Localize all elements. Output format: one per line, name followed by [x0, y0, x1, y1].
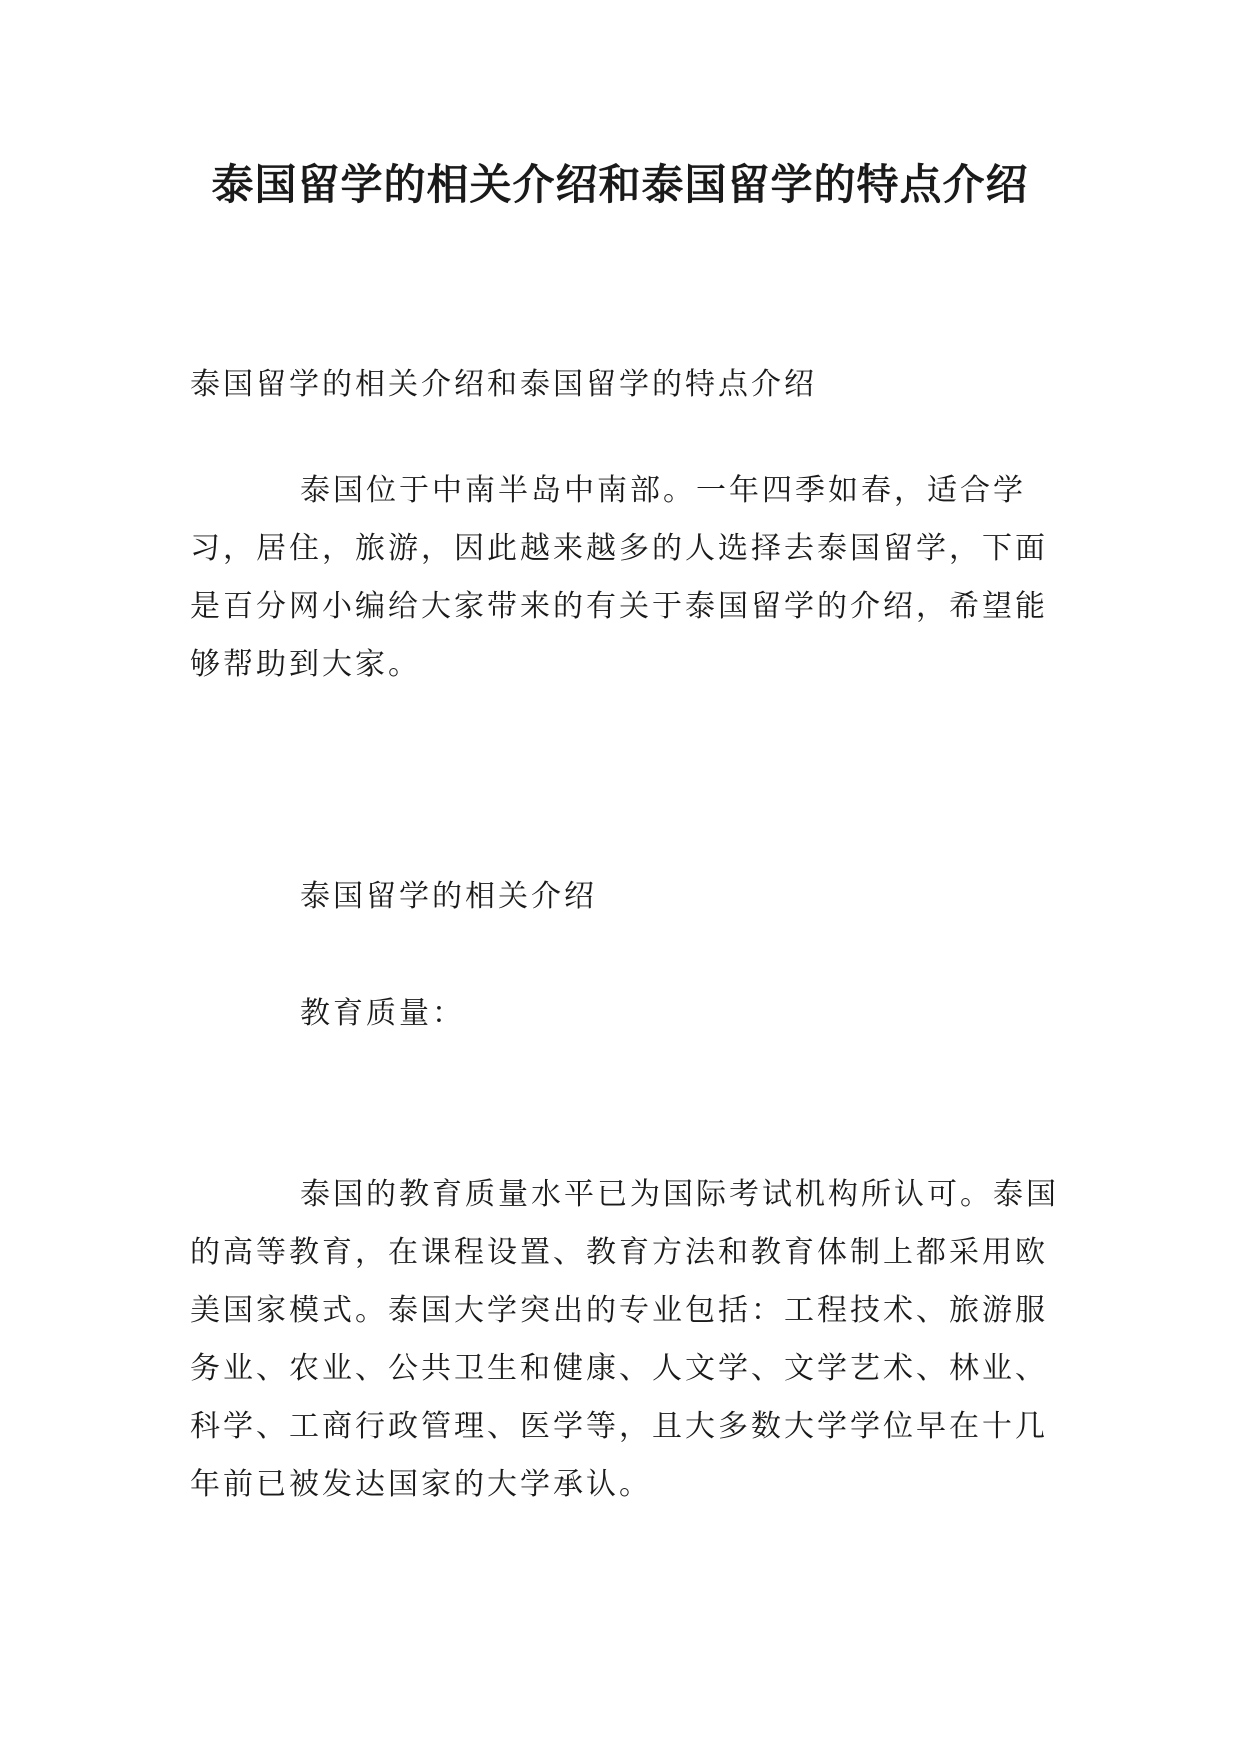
document-title: 泰国留学的相关介绍和泰国留学的特点介绍: [211, 160, 1029, 209]
education-quality-label: 教育质量：: [300, 996, 465, 1031]
intro-paragraph: 泰国位于中南半岛中南部。一年四季如春，适合学习，居住，旅游，因此越来越多的人选择去泰国留学，下面是百分网小编给大家带来的有关于泰国留学的介绍，希望能够帮助到大家。: [190, 473, 1048, 682]
education-quality-paragraph: 泰国的教育质量水平已为国际考试机构所认可。泰国的高等教育，在课程设置、教育方法和教育体制上都采用欧美国家模式。泰国大学突出的专业包括：工程技术、旅游服务业、农业、公共卫生和健康、人文学、文学艺术、林业、科学、工商行政管理、医学等，且大多数大学学位早在十几年前已被发达国家的大学承认。: [190, 1177, 1059, 1502]
document-subtitle: 泰国留学的相关介绍和泰国留学的特点介绍: [190, 367, 817, 402]
section-heading: 泰国留学的相关介绍: [300, 879, 597, 914]
